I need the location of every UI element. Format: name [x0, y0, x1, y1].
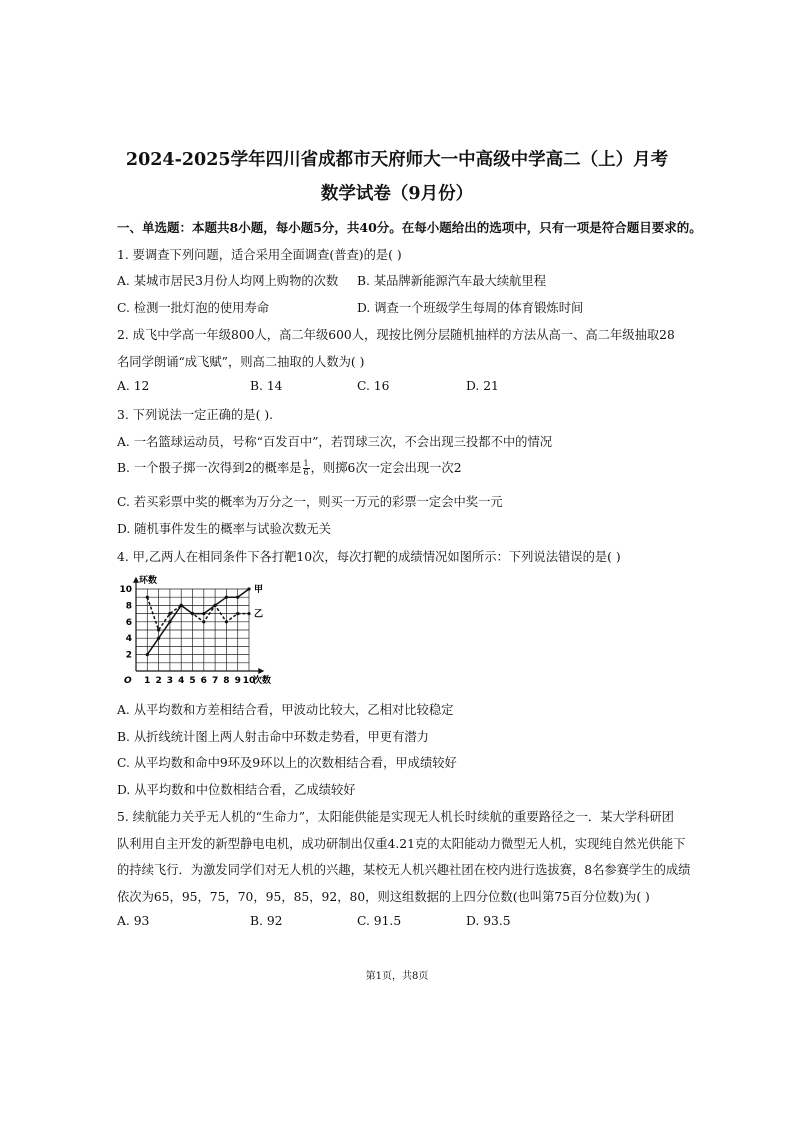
- question-3-option-b-tail: ，则掷6次一定会出现一次2: [310, 461, 462, 475]
- fraction-denominator: 6: [303, 468, 309, 477]
- y-tick-label: 2: [125, 650, 132, 661]
- question-4-option-a: A. 从平均数和方差相结合看，甲波动比较大，乙相对比较稳定: [117, 703, 454, 717]
- series-2-point: [214, 604, 217, 607]
- x-axis-arrow: [258, 668, 264, 674]
- question-3-option-b: [117, 458, 462, 477]
- section-header: 一、单选题：本题共8小题，每小题5分，共40分。在每小题给出的选项中，只有一项是符合题目要求的。: [117, 220, 702, 235]
- question-3-option-d: D. 随机事件发生的概率与试验次数无关: [117, 522, 331, 536]
- series-2-point: [180, 604, 183, 607]
- question-1-option-c: C. 检测一批灯泡的使用寿命: [117, 301, 270, 315]
- x-tick-label: 7: [211, 676, 219, 686]
- series-label-2: 乙: [254, 609, 264, 620]
- x-tick-label: 8: [223, 676, 230, 686]
- question-3-option-a: A. 一名篮球运动员，号称“百发百中”，若罚球三次，不会出现三投都不中的情况: [117, 435, 553, 449]
- question-5-option-d: D. 93.5: [466, 914, 511, 928]
- fraction-numerator: 1: [303, 459, 309, 468]
- x-tick-label: 3: [166, 676, 174, 686]
- question-5-stem-line1: 5. 续航能力关乎无人机的“生命力”，太阳能供能是实现无人机长时续航的重要路径之一．某大学科研团: [117, 810, 674, 824]
- chart-grid: [136, 589, 249, 671]
- series-label-1: 甲: [254, 585, 264, 595]
- question-1-stem: 1. 要调查下列问题，适合采用全面调查(普查)的是( ): [117, 248, 402, 262]
- question-5-option-c: C. 91.5: [357, 914, 402, 928]
- question-2-option-b: B. 14: [250, 379, 283, 393]
- y-tick-label: 10: [119, 585, 132, 595]
- question-2-stem-line1: 2. 成飞中学高一年级800人，高二年级600人，现按比例分层随机抽样的方法从高一、高二年级抽取28: [117, 328, 675, 342]
- question-2-option-a: A. 12: [117, 379, 150, 393]
- series-1-point: [247, 587, 250, 590]
- series-1-point: [146, 653, 149, 656]
- question-5-stem-line3: 的持续飞行．为激发同学们对无人机的兴趣，某校无人机兴趣社团在校内进行选拔赛，8名参赛学生的成绩: [117, 863, 691, 877]
- question-5-stem-line4: 依次为65，95，75，70，95，85，92，80，则这组数据的上四分位数(也叫第75百分位数)为( ): [117, 890, 650, 904]
- series-2-point: [168, 612, 171, 615]
- score-line-chart: [110, 568, 310, 693]
- x-tick-label: 9: [234, 676, 241, 686]
- page-title-line1: 2024-2025学年四川省成都市天府师大一中高级中学高二（上）月考: [125, 150, 669, 170]
- x-tick-label: 2: [155, 676, 162, 686]
- series-1-point: [157, 637, 160, 640]
- series-2-point: [236, 612, 239, 615]
- page-title-line2: 数学试卷（9月份）: [320, 184, 474, 204]
- y-tick-label: 4: [125, 634, 132, 645]
- question-3-option-b-text: B. 一个骰子掷一次得到2的概率是: [117, 461, 302, 475]
- series-2-point: [225, 620, 228, 623]
- x-axis-label: 次数: [253, 676, 272, 686]
- question-3-option-c: C. 若买彩票中奖的概率为万分之一，则买一万元的彩票一定会中奖一元: [117, 495, 503, 509]
- fraction: [303, 460, 310, 477]
- series-1-point: [202, 612, 205, 615]
- question-5-stem-line2: 队利用自主开发的新型静电电机，成功研制出仅重4.21克的太阳能动力微型无人机，实现纯自然光供能下: [117, 837, 686, 851]
- series-2-point: [202, 620, 205, 623]
- question-2-stem-line2: 名同学朗诵“成飞赋”，则高二抽取的人数为( ): [117, 355, 365, 369]
- y-axis-label: 环数: [139, 575, 158, 586]
- series-2-point: [191, 612, 194, 615]
- question-5-option-b: B. 92: [250, 914, 283, 928]
- series-1-point: [225, 596, 228, 599]
- x-tick-label: 1: [144, 676, 151, 686]
- question-4-stem: 4. 甲,乙两人在相同条件下各打靶10次，每次打靶的成绩情况如图所示：下列说法错误的是( ): [117, 550, 621, 564]
- question-1-option-b: B. 某品牌新能源汽车最大续航里程: [357, 274, 547, 288]
- series-2-point: [157, 628, 160, 631]
- series-2-point: [146, 596, 149, 599]
- page-footer: 第1页，共8页: [365, 971, 429, 982]
- question-1-option-d: D. 调查一个班级学生每周的体育锻炼时间: [357, 301, 584, 315]
- series-1-point: [168, 620, 171, 623]
- question-4-option-d: D. 从平均数和中位数相结合看，乙成绩较好: [117, 783, 356, 797]
- question-5-option-a: A. 93: [117, 914, 150, 928]
- series-2-point: [247, 612, 250, 615]
- y-tick-label: 8: [125, 601, 132, 612]
- series-1-point: [236, 596, 239, 599]
- x-tick-label: 4: [178, 676, 185, 686]
- question-4-option-b: B. 从折线统计图上两人射击命中环数走势看，甲更有潜力: [117, 730, 429, 744]
- origin-label: O: [124, 676, 132, 686]
- question-4-option-c: C. 从平均数和命中9环及9环以上的次数相结合看，甲成绩较好: [117, 756, 457, 770]
- x-tick-label: 10: [242, 676, 256, 686]
- question-1-option-a: A. 某城市居民3月份人均网上购物的次数: [117, 274, 339, 288]
- y-tick-label: 6: [125, 617, 132, 628]
- x-tick-label: 5: [189, 676, 196, 686]
- x-tick-label: 6: [200, 676, 207, 686]
- question-2-option-c: C. 16: [357, 379, 390, 393]
- question-2-option-d: D. 21: [466, 379, 499, 393]
- question-3-stem: 3. 下列说法一定正确的是( ).: [117, 408, 274, 422]
